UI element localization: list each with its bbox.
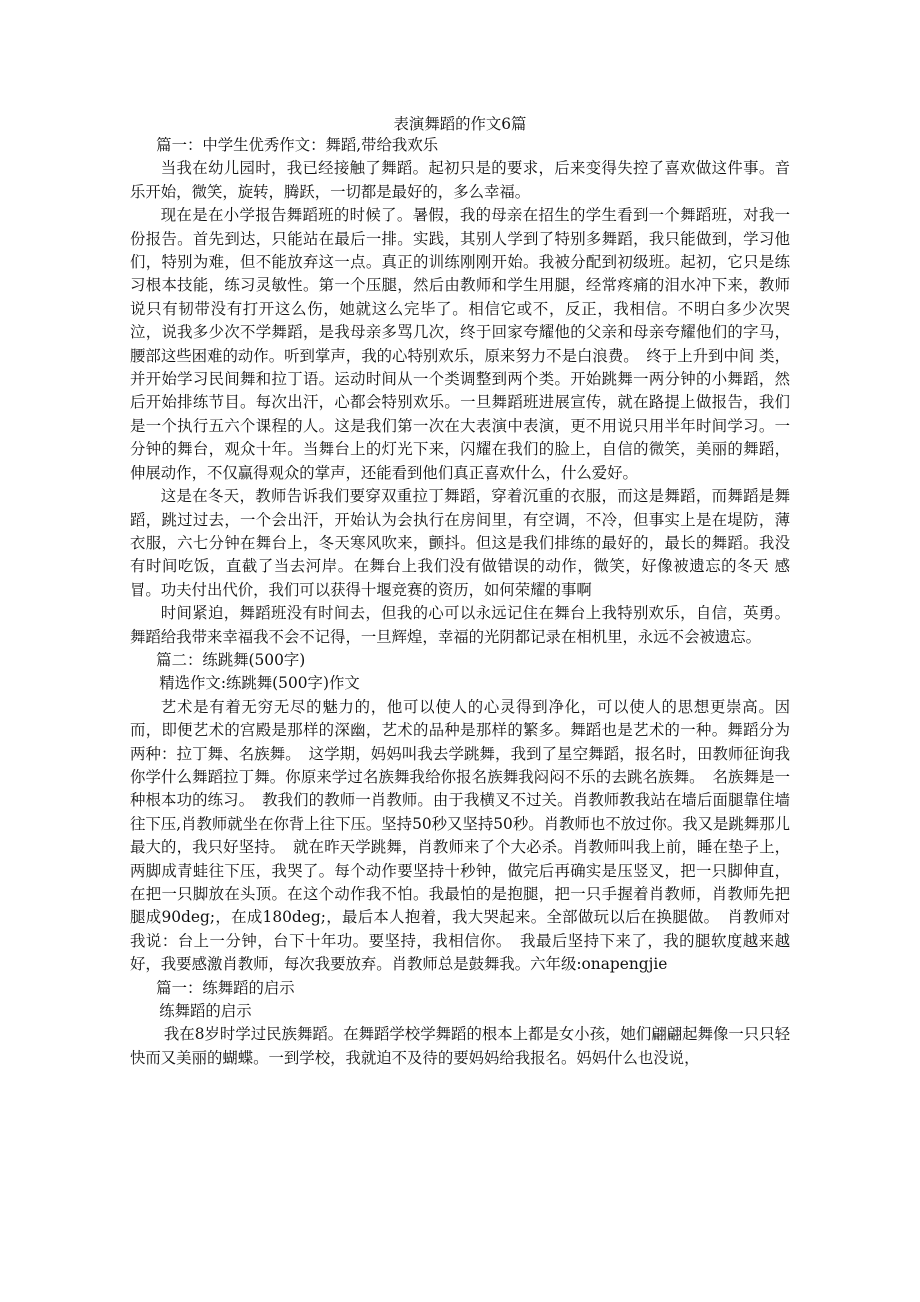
- section-heading-2: 篇二：练跳舞(500字): [156, 650, 306, 669]
- paragraph: 这是在冬天，教师告诉我们要穿双重拉丁舞蹈，穿着沉重的衣服，而这是舞蹈，而舞蹈是舞蹈，跳过过去，一个会出汗，开始认为会执行在房间里，有空调，不冷，但事实上是在堤防，薄衣服，六七分钟在舞台上，冬天寒风吹来，颤抖。但这是我们排练的最好的，最长的舞蹈。我没有时间吃饭，直截了当去河岸。在舞台上我们没有做错误的动作，微笑，好像被遗忘的冬天 感冒。功夫付出代价，我们可以获得十堰竞赛的资历，如何荣耀的事啊: [130, 487, 790, 599]
- section-heading-1: 篇一：中学生优秀作文：舞蹈,带给我欢乐: [156, 136, 439, 154]
- section-heading-3: 篇一：练舞蹈的启示: [156, 978, 295, 997]
- section-subtitle: 练舞蹈的启示: [159, 1002, 252, 1021]
- document-title: 表演舞蹈的作文6篇: [393, 115, 527, 133]
- section-subtitle: 精选作文:练跳舞(500字)作文: [159, 674, 360, 693]
- paragraph: 现在是在小学报告舞蹈班的时候了。暑假，我的母亲在招生的学生看到一个舞蹈班，对我一份报告。首先到达，只能站在最后一排。实践，其别人学到了特别多舞蹈，我只能做到，学习他们，特别为难，但不能放弃这一点。真正的训练刚刚开始。我被分配到初级班。起初，它只是练习根本技能，练习灵敏性。第一个压腿，然后由教师和学生用腿，经常疼痛的泪水冲下来，教师说只有韧带没有打开这么伤，她就这么完毕了。相信它或不，反正，我相信。不明白多少次哭泣，说我多少次不学舞蹈，是我母亲多骂几次，终于回家夸耀他的父亲和母亲夸耀他们的字马，腰部这些困难的动作。听到掌声，我的心特别欢乐，原来努力不是白浪费。 终于上升到中间 类，并开始学习民间舞和拉丁语。运动时间从一个类调整到两个类。开始跳舞一两分钟的小舞蹈，然后开始排练节目。每次出汗，心都会特别欢乐。一旦舞蹈班进展宣传，就在路提上做报告，我们是一个执行五六个课程的人。这是我们第一次在大表演中表演，更不用说只用半年时间学习。一分钟的舞台，观众十年。当舞台上的灯光下来，闪耀在我们的脸上，自信的微笑，美丽的舞蹈，伸展动作，不仅赢得观众的掌声，还能看到他们真正喜欢什么，什么爱好。: [130, 206, 790, 482]
- paragraph: 艺术是有着无穷无尽的魅力的，他可以使人的心灵得到净化，可以使人的思想更崇高。因而，即便艺术的宫殿是那样的深幽，艺术的品种是那样的繁多。舞蹈也是艺术的一种。舞蹈分为两种：拉丁舞、名族舞。 这学期，妈妈叫我去学跳舞，我到了星空舞蹈，报名时，田教师征询我 你学什么舞蹈拉丁舞。你原来学过名族舞我给你报名族舞我闷闷不乐的去跳名族舞。 名族舞是一种根本功的练习。 教我们的教师一肖教师。由于我横叉不过关。肖教师教我站在墙后面腿靠住墙往下压,肖教师就坐在你背上往下压。坚持50秒又坚持50秒。肖教师也不放过你。我又是跳舞那儿最大的，我只好坚持。 就在昨天学跳舞，肖教师来了个大必杀。肖教师叫我上前，睡在垫子上，两脚成青蛙往下压，我哭了。每个动作要坚持十秒钟，做完后再确实是压竖叉，把一只脚伸直，在把一只脚放在头顶。在这个动作我不怕。我最怕的是抱腿，把一只手握着肖教师，肖教师先把腿成90deg;，在成180deg;，最后本人抱着，我大哭起来。全部做玩以后在换腿做。 肖教师对我说：台上一分钟，台下十年功。要坚持，我相信你。 我最后坚持下来了，我的腿软度越来越好，我要感激肖教师，每次我要放弃。肖教师总是鼓舞我。六年级:onapengjie: [130, 697, 790, 974]
- paragraph: 当我在幼儿园时，我已经接触了舞蹈。起初只是的要求，后来变得失控了喜欢做这件事。音乐开始，微笑，旋转，腾跃，一切都是最好的，多么幸福。: [130, 159, 790, 201]
- paragraph: 时间紧迫，舞蹈班没有时间去，但我的心可以永远记住在舞台上我特别欢乐，自信，英勇。舞蹈给我带来幸福我不会不记得，一旦辉煌，幸福的光阴都记录在相机里，永远不会被遗忘。: [130, 604, 790, 646]
- paragraph: 我在8岁时学过民族舞蹈。在舞蹈学校学舞蹈的根本上都是女小孩，她们翩翩起舞像一只只轻快而又美丽的蝴蝶。一到学校，我就迫不及待的要妈妈给我报名。妈妈什么也没说，: [130, 1025, 790, 1067]
- document-body: [130, 134, 790, 1070]
